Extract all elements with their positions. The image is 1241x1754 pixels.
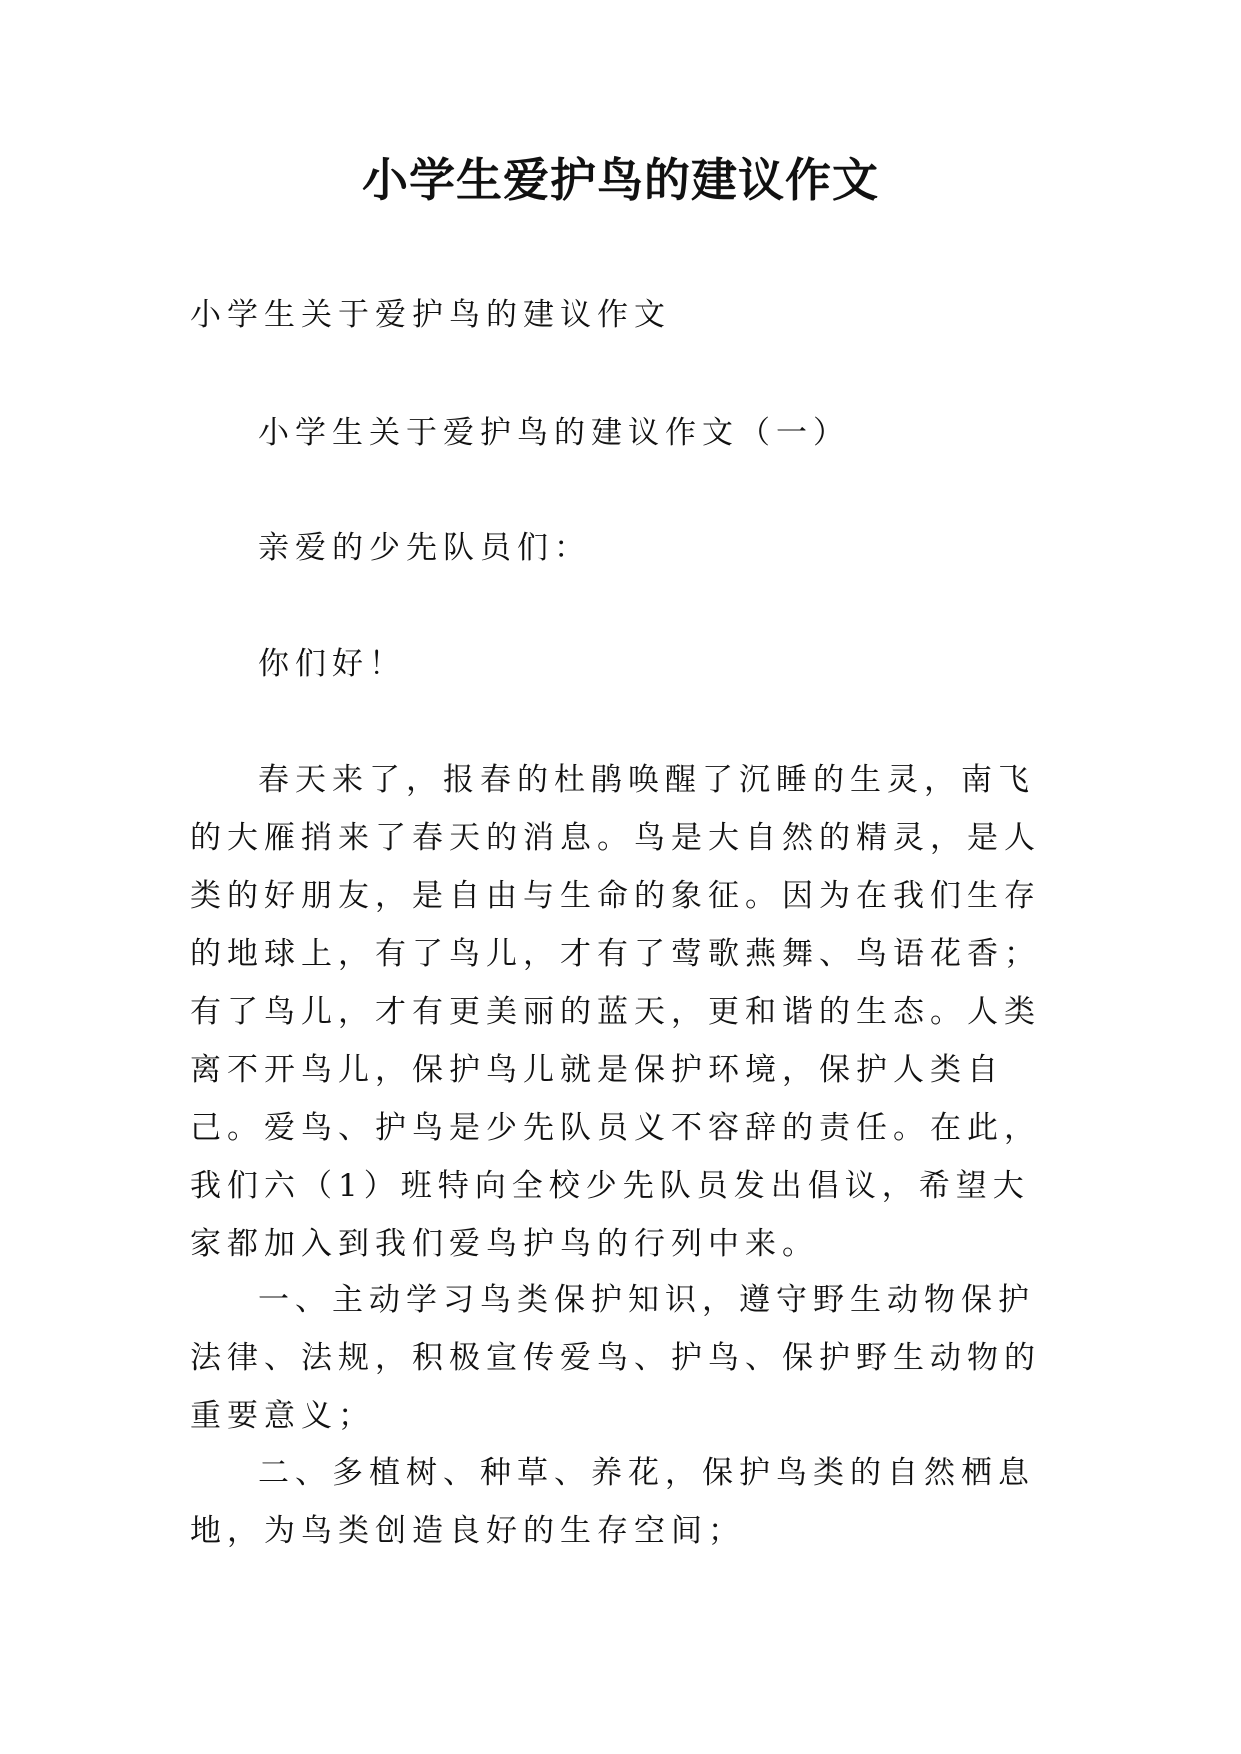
body-paragraph: 春天来了，报春的杜鹃唤醒了沉睡的生灵，南飞的大雁捎来了春天的消息。鸟是大自然的精灵，是人类的好朋友，是自由与生命的象征。因为在我们生存的地球上，有了鸟儿，才有了莺歌燕舞、鸟语花香；有了鸟儿，才有更美丽的蓝天，更和谐的生态。人类离不开鸟儿，保护鸟儿就是保护环境，保护人类自己。爱鸟、护鸟是少先队员义不容辞的责任。在此，我们六（1）班特向全校少先队员发出倡议，希望大家都加入到我们爱鸟护鸟的行列中来。 [190, 762, 1041, 1262]
proposal-item-1: 一、主动学习鸟类保护知识，遵守野生动物保护法律、法规，积极宣传爱鸟、护鸟、保护野生动物的重要意义； [190, 1282, 1041, 1434]
salutation: 亲爱的少先队员们： [258, 530, 591, 566]
document-title: 小学生爱护鸟的建议作文 [362, 153, 879, 207]
document-subtitle: 小学生关于爱护鸟的建议作文 [190, 297, 671, 333]
section-heading: 小学生关于爱护鸟的建议作文（一） [258, 415, 850, 451]
proposal-item-2: 二、多植树、种草、养花，保护鸟类的自然栖息地，为鸟类创造良好的生存空间； [190, 1455, 1035, 1549]
greeting: 你们好！ [258, 646, 406, 682]
